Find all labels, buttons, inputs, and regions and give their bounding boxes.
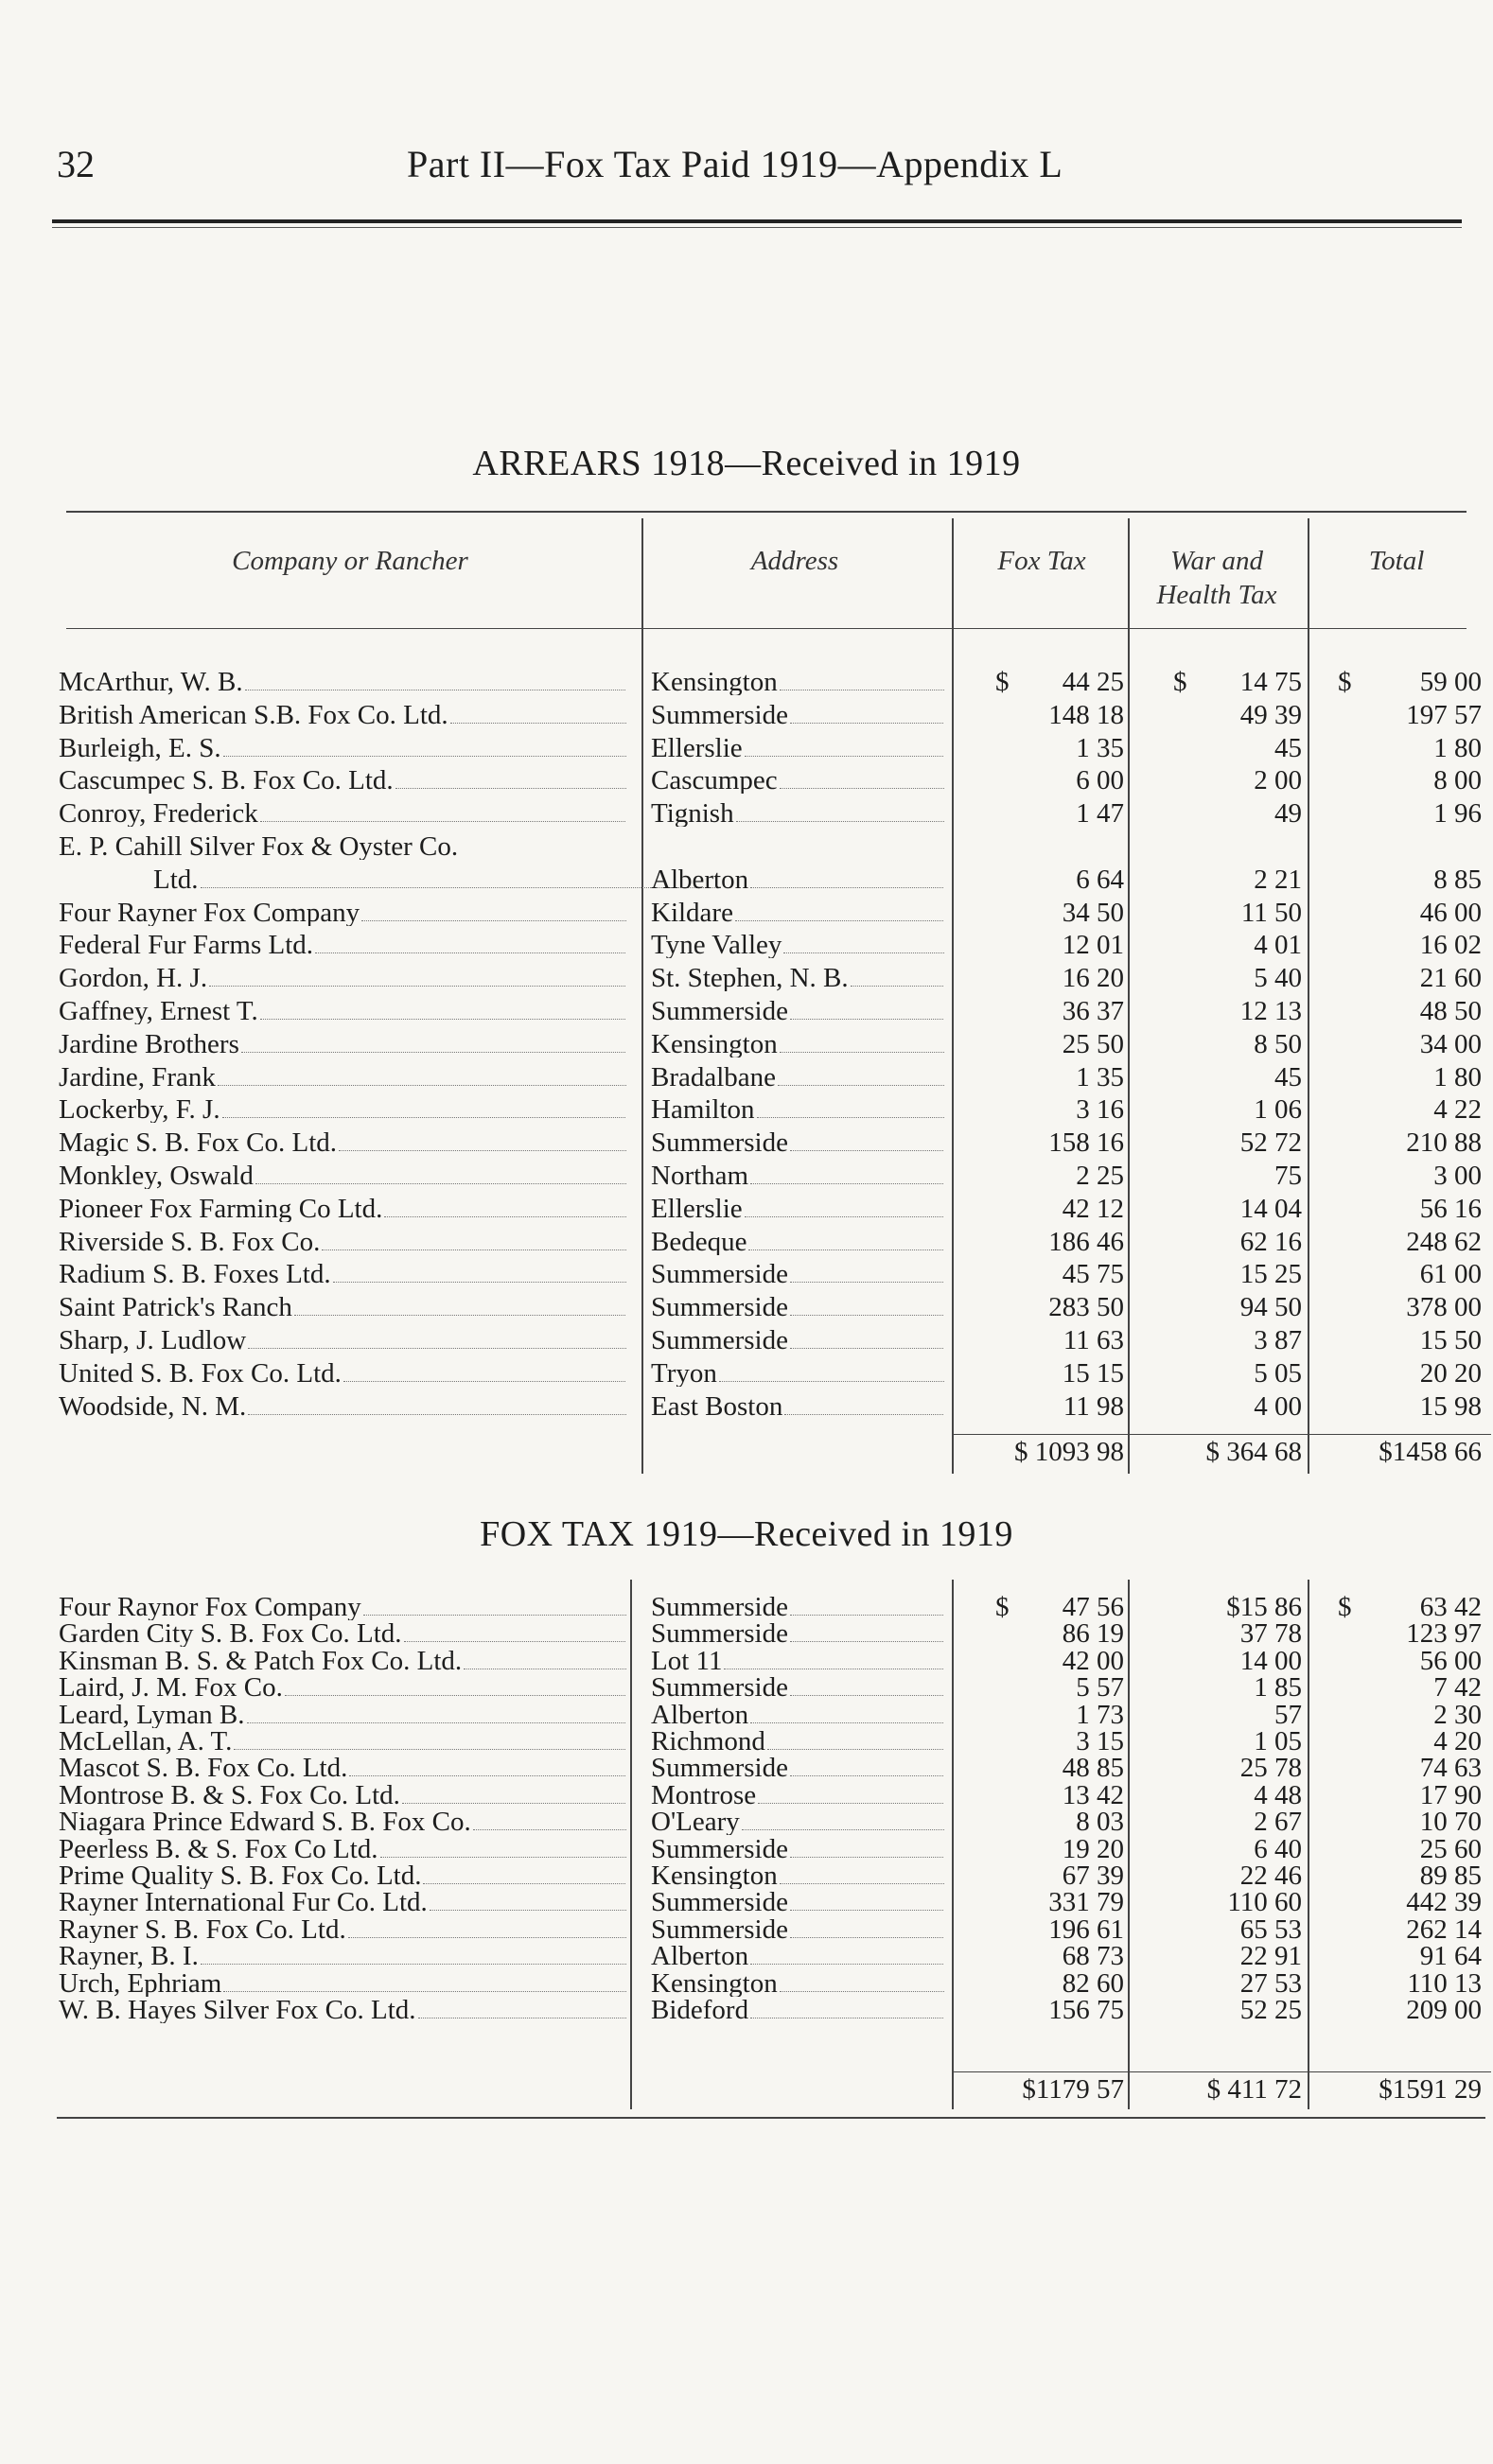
fox-tax-value: 47 56 [1062,1592,1124,1622]
total-value: 209 00 [1406,1995,1482,2025]
war-tax-value: 4 00 [1254,1390,1302,1422]
war-tax-value: 12 13 [1239,996,1302,1026]
war-tax-value: 49 [1274,798,1302,830]
fox-tax-value: 12 01 [1062,930,1124,961]
total-value: 15 50 [1419,1325,1482,1355]
fox-tax-value: 42 00 [1062,1645,1124,1676]
company-name: Four Rayner Fox Company [59,900,626,926]
company-name: Mascot S. B. Fox Co. Ltd. [59,1756,626,1781]
col-header-war-tax-2: Health Tax [1156,580,1277,610]
fox-tax-value: 67 39 [1062,1861,1124,1891]
foxtax-title: FOX TAX 1919—Received in 1919 [480,1514,1013,1554]
total-value: 2 30 [1433,1699,1482,1730]
war-tax-value: 45 [1274,1061,1302,1092]
total-value: 56 16 [1419,1193,1482,1224]
company-name: Gaffney, Ernest T. [59,999,626,1024]
table-row [0,1163,1493,1189]
address: Bedeque [651,1230,944,1255]
company-name: Riverside S. B. Fox Co. [59,1230,626,1255]
total-value: 262 14 [1406,1914,1482,1945]
currency-sign: $ [1173,667,1187,697]
table-row [0,1193,1493,1224]
table-row [0,1259,1493,1290]
table-row [0,1357,1493,1389]
address: Summerside [651,1621,944,1647]
war-tax-value: 8 50 [1254,1028,1302,1059]
company-name: McArthur, W. B. [59,670,626,695]
address: Cascumpec [651,768,944,794]
address: Summerside [651,1262,944,1287]
total-value: 4 22 [1433,1094,1482,1126]
company-name: Sharp, J. Ludlow [59,1328,626,1354]
company-name: E. P. Cahill Silver Fox & Oyster Co. [59,834,459,860]
war-tax-value: 27 53 [1239,1967,1302,1999]
address: Ellerslie [651,736,944,761]
address: Kensington [651,670,944,695]
fox-tax-value: 8 03 [1076,1807,1124,1838]
currency-sign: $ [1338,1592,1352,1622]
fox-tax-value: 11 63 [1063,1325,1124,1355]
war-tax-value: 2 00 [1254,765,1302,796]
war-tax-value: 94 50 [1239,1292,1302,1323]
address: Alberton [651,867,944,893]
company-name: W. B. Hayes Silver Fox Co. Ltd. [59,1998,626,2023]
fox-tax-value: 6 64 [1076,864,1124,895]
fox-tax-value: 158 16 [1048,1127,1124,1159]
fox-tax-value: 68 73 [1062,1941,1124,1972]
address: Kensington [651,1971,944,1997]
company-name: Jardine Brothers [59,1032,626,1057]
arrears-title: ARREARS 1918—Received in 1919 [472,444,1021,483]
table-row [0,864,1493,895]
table-top-rule [66,511,1467,513]
war-tax-value: 52 25 [1239,1995,1302,2025]
table-row [0,1226,1493,1257]
company-name: Ltd. [59,867,721,893]
total-value: 25 60 [1419,1833,1482,1864]
address: Summerside [651,1756,944,1781]
fox-tax-value: 25 50 [1062,1028,1124,1059]
table-row [0,1618,1493,1650]
fox-tax-value: 82 60 [1062,1967,1124,1999]
table-row [0,1833,1493,1864]
address: Montrose [651,1783,944,1809]
war-tax-value: 62 16 [1239,1226,1302,1257]
header-bottom-rule [66,628,1467,629]
header-rule [52,219,1462,223]
war-tax-value: 6 40 [1254,1833,1302,1864]
address: St. Stephen, N. B. [651,966,944,991]
total-value: 21 60 [1419,963,1482,994]
address: O'Leary [651,1809,944,1835]
table-row [0,1914,1493,1945]
war-tax-value: 37 78 [1239,1618,1302,1650]
fox-tax-value: 283 50 [1048,1292,1124,1323]
fox-tax-value: 331 79 [1048,1887,1124,1918]
address: Bradalbane [651,1065,944,1091]
fox-tax-value: 1 47 [1076,798,1124,830]
arrears-total-war-tax: $ 364 68 [1205,1437,1302,1467]
arrears-totals-row [0,1437,1493,1467]
total-value: 74 63 [1419,1753,1482,1784]
address: Summerside [651,1328,944,1354]
total-value: 56 00 [1419,1645,1482,1676]
fox-tax-value: 186 46 [1048,1226,1124,1257]
fox-tax-value: 1 73 [1076,1699,1124,1730]
war-tax-value: 45 [1274,732,1302,763]
war-tax-value: 49 39 [1239,699,1302,730]
fox-tax-value: 1 35 [1076,732,1124,763]
war-tax-value: 22 46 [1239,1861,1302,1891]
fox-tax-value: 48 85 [1062,1753,1124,1784]
table-row [0,963,1493,994]
company-name: McLellan, A. T. [59,1729,626,1755]
address: Summerside [651,1295,944,1320]
fox-tax-value: 6 00 [1076,765,1124,796]
company-name: Jardine, Frank [59,1065,626,1091]
col-header-address: Address [750,546,839,576]
col-header-war-tax: War and [1169,546,1264,576]
table-row [0,1699,1493,1730]
table-row [0,1390,1493,1422]
table-row [0,732,1493,763]
address: Kensington [651,1863,944,1889]
table-row [0,765,1493,796]
address: Summerside [651,1595,944,1620]
table-row [0,897,1493,928]
total-value: 48 50 [1419,996,1482,1026]
total-value: 4 20 [1433,1726,1482,1756]
col-header-company: Company or Rancher [232,546,468,576]
fox-tax-value: 3 16 [1076,1094,1124,1126]
table-row [0,996,1493,1026]
arrears-total-fox-tax: $ 1093 98 [1014,1437,1124,1467]
total-value: 16 02 [1419,930,1482,961]
total-value: 91 64 [1419,1941,1482,1972]
table-bottom-rule [57,2117,1485,2119]
currency-sign: $ [995,1592,1010,1622]
total-value: 378 00 [1406,1292,1482,1323]
table-row [0,1645,1493,1676]
total-value: 59 00 [1419,667,1482,697]
war-tax-value: 4 48 [1254,1779,1302,1810]
total-value: 20 20 [1419,1357,1482,1389]
company-name: Monkley, Oswald [59,1163,626,1189]
address: Bideford [651,1998,944,2023]
fox-tax-value: 19 20 [1062,1833,1124,1864]
war-tax-value: 11 50 [1240,897,1302,928]
total-value: 17 90 [1419,1779,1482,1810]
company-name: Garden City S. B. Fox Co. Ltd. [59,1621,626,1647]
company-name: Rayner S. B. Fox Co. Ltd. [59,1917,626,1943]
table-row [0,699,1493,730]
address: Northam [651,1163,944,1189]
address: Summerside [651,1917,944,1943]
table-row [0,834,1493,860]
total-value: 63 42 [1419,1592,1482,1622]
war-tax-value: 3 87 [1254,1325,1302,1355]
fox-tax-value: 3 15 [1076,1726,1124,1756]
fox-tax-value: 42 12 [1062,1193,1124,1224]
company-name: Burleigh, E. S. [59,736,626,761]
company-name: Gordon, H. J. [59,966,626,991]
table-row [0,1863,1493,1889]
war-tax-value: 22 91 [1239,1941,1302,1972]
war-tax-value: 2 21 [1254,864,1302,895]
fox-tax-value: 36 37 [1062,996,1124,1026]
company-name: Kinsman B. S. & Patch Fox Co. Ltd. [59,1649,626,1674]
total-value: 89 85 [1419,1861,1482,1891]
total-value: 123 97 [1406,1618,1482,1650]
address: Kensington [651,1032,944,1057]
address: Richmond [651,1729,944,1755]
fox-tax-value: 44 25 [1062,667,1124,697]
table-row [0,1672,1493,1704]
address: Alberton [651,1703,944,1728]
war-tax-value: 14 04 [1239,1193,1302,1224]
total-value: 1 80 [1433,1061,1482,1092]
company-name: Leard, Lyman B. [59,1703,626,1728]
total-value: 248 62 [1406,1226,1482,1257]
arrears-grand-total: $1458 66 [1379,1437,1482,1467]
war-tax-value: 4 01 [1254,930,1302,961]
currency-sign: $ [1338,667,1352,697]
foxtax-totals-row [0,2074,1493,2105]
company-name: Magic S. B. Fox Co. Ltd. [59,1130,626,1156]
foxtax-grand-total: $1591 29 [1379,2074,1482,2105]
war-tax-value: 5 05 [1254,1357,1302,1389]
war-tax-value: 15 25 [1239,1259,1302,1290]
table-row [0,1094,1493,1126]
address: Summerside [651,1675,944,1701]
company-name: Lockerby, F. J. [59,1097,626,1123]
table-row [0,1127,1493,1159]
table-row [0,1941,1493,1972]
fox-tax-value: 11 98 [1063,1390,1124,1422]
company-name: Cascumpec S. B. Fox Co. Ltd. [59,768,626,794]
company-name: Niagara Prince Edward S. B. Fox Co. [59,1809,626,1835]
company-name: Peerless B. & S. Fox Co Ltd. [59,1837,626,1862]
table-row [0,667,1493,697]
total-value: 1 80 [1433,732,1482,763]
table-row [0,1726,1493,1756]
company-name: Woodside, N. M. [59,1394,626,1420]
fox-tax-value: 13 42 [1062,1779,1124,1810]
address: Tryon [651,1361,944,1387]
war-tax-value: 57 [1274,1699,1302,1730]
fox-tax-value: 15 15 [1062,1357,1124,1389]
company-name: Prime Quality S. B. Fox Co. Ltd. [59,1863,626,1889]
war-tax-value: 1 06 [1254,1094,1302,1126]
company-name: Federal Fur Farms Ltd. [59,933,626,958]
total-value: 61 00 [1419,1259,1482,1290]
total-value: 1 96 [1433,798,1482,830]
total-value: 8 85 [1433,864,1482,895]
table-row [0,1887,1493,1918]
table-row [0,1995,1493,2025]
table-row [0,1592,1493,1622]
address: Summerside [651,1130,944,1156]
page-number: 32 [57,143,95,185]
table-row [0,1753,1493,1784]
address: Tignish [651,801,944,827]
total-value: 3 00 [1433,1161,1482,1191]
fox-tax-value: 45 75 [1062,1259,1124,1290]
address: Summerside [651,999,944,1024]
war-tax-value: 5 40 [1254,963,1302,994]
table-row [0,1292,1493,1323]
company-name: United S. B. Fox Co. Ltd. [59,1361,626,1387]
total-value: 442 39 [1406,1887,1482,1918]
totals-rule [952,1434,1491,1435]
war-tax-value: 52 72 [1239,1127,1302,1159]
foxtax-total-war-tax: $ 411 72 [1206,2074,1302,2105]
table-row [0,1807,1493,1838]
fox-tax-value: 16 20 [1062,963,1124,994]
address: Hamilton [651,1097,944,1123]
address: Alberton [651,1944,944,1969]
table-row [0,1779,1493,1810]
address: Summerside [651,1890,944,1915]
fox-tax-value: 156 75 [1048,1995,1124,2025]
table-row [0,1061,1493,1092]
company-name: Conroy, Frederick [59,801,626,827]
total-value: 8 00 [1433,765,1482,796]
war-tax-value: 14 00 [1239,1645,1302,1676]
company-name: Rayner, B. I. [59,1944,626,1969]
table-row [0,930,1493,961]
fox-tax-value: 86 19 [1062,1618,1124,1650]
war-tax-value: 1 85 [1254,1672,1302,1704]
company-name: Saint Patrick's Ranch [59,1295,626,1320]
col-header-fox-tax: Fox Tax [997,546,1086,576]
war-tax-value: 75 [1274,1161,1302,1191]
company-name: British American S.B. Fox Co. Ltd. [59,703,626,728]
company-name: Radium S. B. Foxes Ltd. [59,1262,626,1287]
fox-tax-value: 1 35 [1076,1061,1124,1092]
company-name: Urch, Ephriam [59,1971,626,1997]
currency-sign: $ [995,667,1010,697]
address: Lot 11 [651,1649,944,1674]
total-value: 110 13 [1407,1967,1482,1999]
address: Ellerslie [651,1197,944,1222]
totals-rule [952,2071,1491,2072]
address: Summerside [651,703,944,728]
address: Kildare [651,900,944,926]
company-name: Pioneer Fox Farming Co Ltd. [59,1197,626,1222]
foxtax-total-fox-tax: $1179 57 [1022,2074,1124,2105]
fox-tax-value: 148 18 [1048,699,1124,730]
war-tax-value: $15 86 [1226,1592,1302,1622]
table-row [0,1325,1493,1355]
war-tax-value: 2 67 [1254,1807,1302,1838]
running-title: Part II—Fox Tax Paid 1919—Appendix L [407,143,1063,185]
total-value: 46 00 [1419,897,1482,928]
company-name: Rayner International Fur Co. Ltd. [59,1890,626,1915]
company-name: Four Raynor Fox Company [59,1595,626,1620]
war-tax-value: 65 53 [1239,1914,1302,1945]
war-tax-value: 110 60 [1227,1887,1302,1918]
war-tax-value: 14 75 [1239,667,1302,697]
address: Tyne Valley [651,933,944,958]
header-rule-thin [52,227,1462,228]
company-name: Montrose B. & S. Fox Co. Ltd. [59,1783,626,1809]
total-value: 210 88 [1406,1127,1482,1159]
address: Summerside [651,1837,944,1862]
company-name: Laird, J. M. Fox Co. [59,1675,626,1701]
fox-tax-value: 2 25 [1076,1161,1124,1191]
fox-tax-value: 5 57 [1076,1672,1124,1704]
fox-tax-value: 34 50 [1062,897,1124,928]
total-value: 197 57 [1406,699,1482,730]
total-value: 10 70 [1419,1807,1482,1838]
table-row [0,1967,1493,1999]
col-header-total: Total [1368,546,1425,576]
table-row [0,798,1493,830]
total-value: 7 42 [1433,1672,1482,1704]
war-tax-value: 25 78 [1239,1753,1302,1784]
table-row [0,1028,1493,1059]
fox-tax-value: 196 61 [1048,1914,1124,1945]
total-value: 34 00 [1419,1028,1482,1059]
war-tax-value: 1 05 [1254,1726,1302,1756]
address: East Boston [651,1394,944,1420]
total-value: 15 98 [1419,1390,1482,1422]
